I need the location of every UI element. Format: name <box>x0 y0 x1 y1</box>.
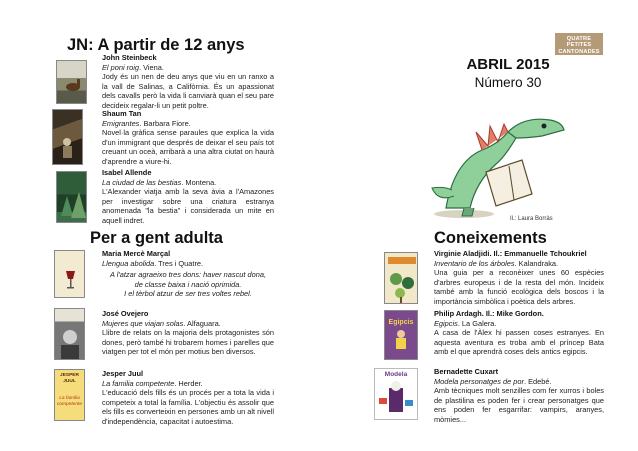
book-cover-mujeres-viajan-solas <box>54 308 85 360</box>
entry-description: Novel·la gràfica sense paraules que explica la vida d'un immigrant que després de deixar el seu país tot creuant un oceà, arribarà a una altra ciutat on haurà d'aprendre a viure-hi. <box>102 128 274 166</box>
cover-title-text: Modela <box>384 371 408 378</box>
entry-tan <box>102 109 274 167</box>
monster-figure-icon <box>375 378 417 418</box>
entry-title: Llengua abolida <box>102 258 155 268</box>
entry-publisher: . Edebé. <box>523 376 552 386</box>
woman-portrait-icon <box>55 309 85 360</box>
jungle-icon <box>57 172 87 223</box>
entry-title: Emigrantes <box>102 118 140 128</box>
entry-allende <box>102 168 274 226</box>
entry-ovejero <box>102 309 274 357</box>
entry-description: L'educació dels fills és un procés per a tota la vida i competeix a total la família. L'objectiu és assolir que els fills es converteixin en persones amb un alt nivell d'independència, capacitat i autoestima. <box>102 388 274 426</box>
entry-description: Llibre de relats on la majoria dels protagonistes són dones, però també hi trobarem homes i parelles que viatgen per tot el món per motius ben diversos. <box>102 328 274 357</box>
entry-author: John Steinbeck <box>102 53 157 62</box>
tree-icon <box>385 253 418 304</box>
horse-icon <box>57 61 87 104</box>
book-cover-egipcis <box>384 310 418 360</box>
entry-title: La familia competente <box>102 378 175 388</box>
entry-title: Modela personatges de por <box>434 376 524 386</box>
book-cover-emigrantes <box>52 109 83 165</box>
entry-description: Jody és un nen de deu anys que viu en un ranxo a la vall de Salinas, a Califòrnia. És un apassionat dels cavalls però la vida li canviarà quan el seu pare decideix regalar-li un petit poltre. <box>102 72 274 110</box>
entry-author: Shaum Tan <box>102 109 142 118</box>
section-title-knowledge: Coneixements <box>434 229 547 247</box>
cover-title-text: La familia competente <box>56 396 83 407</box>
issue-number: Número 30 <box>474 75 542 90</box>
issue-date: ABRIL 2015 <box>466 56 550 73</box>
cover-title-text: Egipcis <box>388 319 414 326</box>
entry-quote-line: de classe baixa i nació oprimida. <box>134 279 242 289</box>
book-cover-inventario-arboles <box>384 252 418 304</box>
wine-glass-icon <box>55 251 85 298</box>
entry-author: Bernadette Cuxart <box>434 367 499 376</box>
entry-description: L'Alexander viatja amb la seva àvia a l'Amazones per investigar sobre una criatura estranya anomenada "la bestia" i considerada un mite en aquell indret. <box>102 187 274 225</box>
entry-description: Amb tècniques molt senzilles com fer xurros i boles de plastilina es poden fer i crear personatges que ens poden fer esgarrifar: vampirs, aranyes, mòmies... <box>434 386 604 424</box>
entry-publisher: . Barbara Fiore. <box>139 118 191 128</box>
entry-publisher: . Alfaguara. <box>183 318 221 328</box>
book-cover-modela <box>374 368 418 420</box>
emigrant-figure-icon <box>53 110 83 165</box>
publication-logo <box>555 33 603 55</box>
dragon-illustration <box>424 102 584 228</box>
entry-author: Jesper Juul <box>102 369 144 378</box>
entry-publisher: . Montena. <box>181 177 217 187</box>
entry-title: Inventario de los árboles <box>434 258 515 268</box>
book-cover-familia-competente <box>54 369 85 421</box>
book-cover-ciudad-bestias <box>56 171 87 223</box>
entry-publisher: . Tres i Quatre. <box>154 258 204 268</box>
entry-quote-line: I el tèrbol atzur de ser tres voltes rebel. <box>124 289 252 299</box>
entry-juul <box>102 369 274 427</box>
entry-description: Una guia per a reconèixer unes 60 espècies d'arbres europeus i de la resta del món. Incideix també amb la funció ecològica dels boscos i la importància simbòlica i poètica dels arbres. <box>434 268 604 306</box>
entry-description: A casa de l'Àlex hi passen coses estranyes. En aquesta aventura es troba amb el príncep Bata amb el que aprendrà coses dels antics egipcis. <box>434 328 604 357</box>
cover-author-text: JESPER JUUL <box>60 373 79 384</box>
entry-author: Virginie Aladjidi. Il.: Emmanuelle Tchoukriel <box>434 249 587 258</box>
entry-quote-line: A l'atzar agraeixo tres dons: haver nascut dona, <box>109 270 267 280</box>
entry-title: Egipcis <box>434 318 458 328</box>
entry-publisher: . Viena. <box>138 62 164 72</box>
illustration-credit: Il.: Laura Borràs <box>510 216 553 222</box>
entry-author: Philip Ardagh. Il.: Mike Gordon. <box>434 309 544 318</box>
entry-author: Maria Mercè Marçal <box>102 249 171 258</box>
section-title-jn: JN: A partir de 12 anys <box>67 36 245 54</box>
entry-cuxart <box>434 367 604 425</box>
entry-aladjidi <box>434 249 604 307</box>
logo-line: QUATRE PETITES <box>566 36 592 49</box>
entry-title: La ciudad de las bestias <box>102 177 182 187</box>
egyptian-figure-icon <box>385 326 417 352</box>
entry-title: El poni roig <box>102 62 139 72</box>
entry-steinbeck <box>102 53 274 111</box>
entry-publisher: . La Galera. <box>457 318 497 328</box>
logo-line: CANTONADES <box>558 48 600 55</box>
entry-publisher: . Herder. <box>174 378 203 388</box>
entry-author: José Ovejero <box>102 309 149 318</box>
entry-author: Isabel Allende <box>102 168 152 177</box>
entry-marcal <box>102 249 274 299</box>
book-cover-poni-roig <box>56 60 87 104</box>
book-cover-llengua-abolida <box>54 250 85 298</box>
entry-title: Mujeres que viajan solas <box>102 318 184 328</box>
entry-ardagh <box>434 309 604 357</box>
section-title-adult: Per a gent adulta <box>90 229 223 247</box>
entry-publisher: . Kalandraka. <box>514 258 559 268</box>
